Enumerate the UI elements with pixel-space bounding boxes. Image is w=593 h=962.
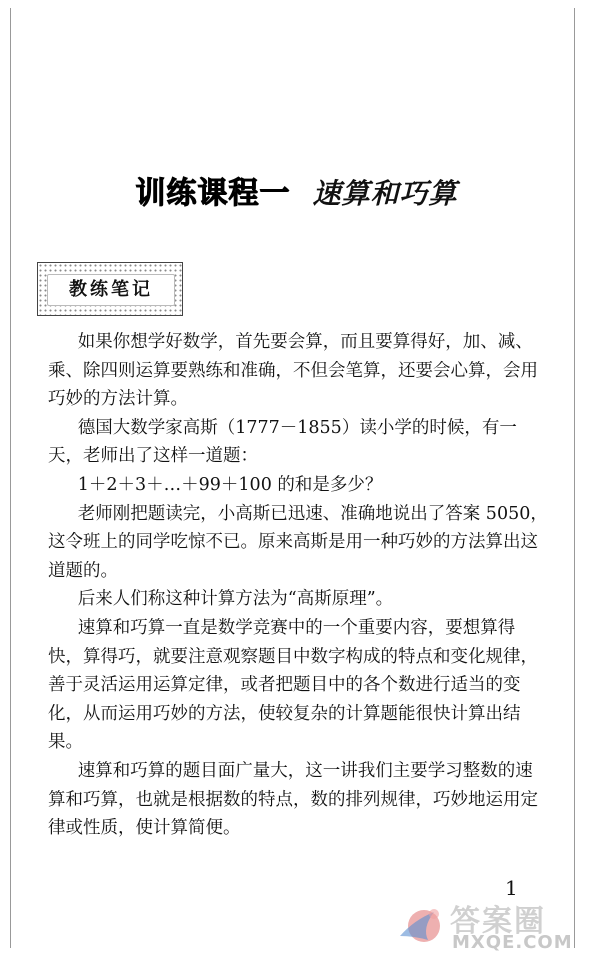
chapter-title: [0, 168, 593, 212]
paragraph: 如果你想学好数学，首先要会算，而且要算得好，加、减、乘、除四则运算要熟练和准确，不但会笔算，还要会心算，会用巧妙的方法计算。: [48, 332, 538, 410]
paragraph: 速算和巧算一直是数学竞赛中的一个重要内容，要想算得快，算得巧，就要注意观察题目中数字构成的特点和变化规律，善于灵活运用运算定律，或者把题目中的各个数进行适当的变化，从而运用巧妙的方法，使较复杂的计算题能很快计算出结果。: [48, 617, 538, 753]
watermark-logo-icon: [394, 902, 450, 952]
coach-notes-label: 教练笔记: [47, 274, 175, 306]
paragraph: 老师刚把题读完，小高斯已迅速、准确地说出了答案 5050，这令班上的同学吃惊不已。原来高斯是用一种巧妙的方法算出这道题的。: [48, 503, 548, 581]
paragraph: 后来人们称这种计算方法为“高斯原理”。: [77, 589, 394, 610]
watermark-url: MXQE.COM: [452, 932, 573, 953]
paragraph: 速算和巧算的题目面广量大，这一讲我们主要学习整数的速算和巧算，也就是根据数的特点，数的排列规律，巧妙地运用定律或性质，使计算简便。: [48, 760, 538, 839]
topic-label: 速算和巧算: [312, 177, 458, 210]
body-text: [48, 328, 550, 843]
lesson-label: 训练课程一: [135, 176, 291, 211]
coach-notes-badge: [37, 262, 183, 316]
watermark: [392, 896, 582, 958]
formula-line: 1＋2＋3＋…＋99＋100 的和是多少？: [77, 474, 383, 495]
page-number: 1: [505, 876, 518, 900]
paragraph: 德国大数学家高斯（1777－1855）读小学的时候，有一天，老师出了这样一道题：: [48, 417, 517, 467]
watermark-text: 答案圈: [450, 904, 546, 939]
